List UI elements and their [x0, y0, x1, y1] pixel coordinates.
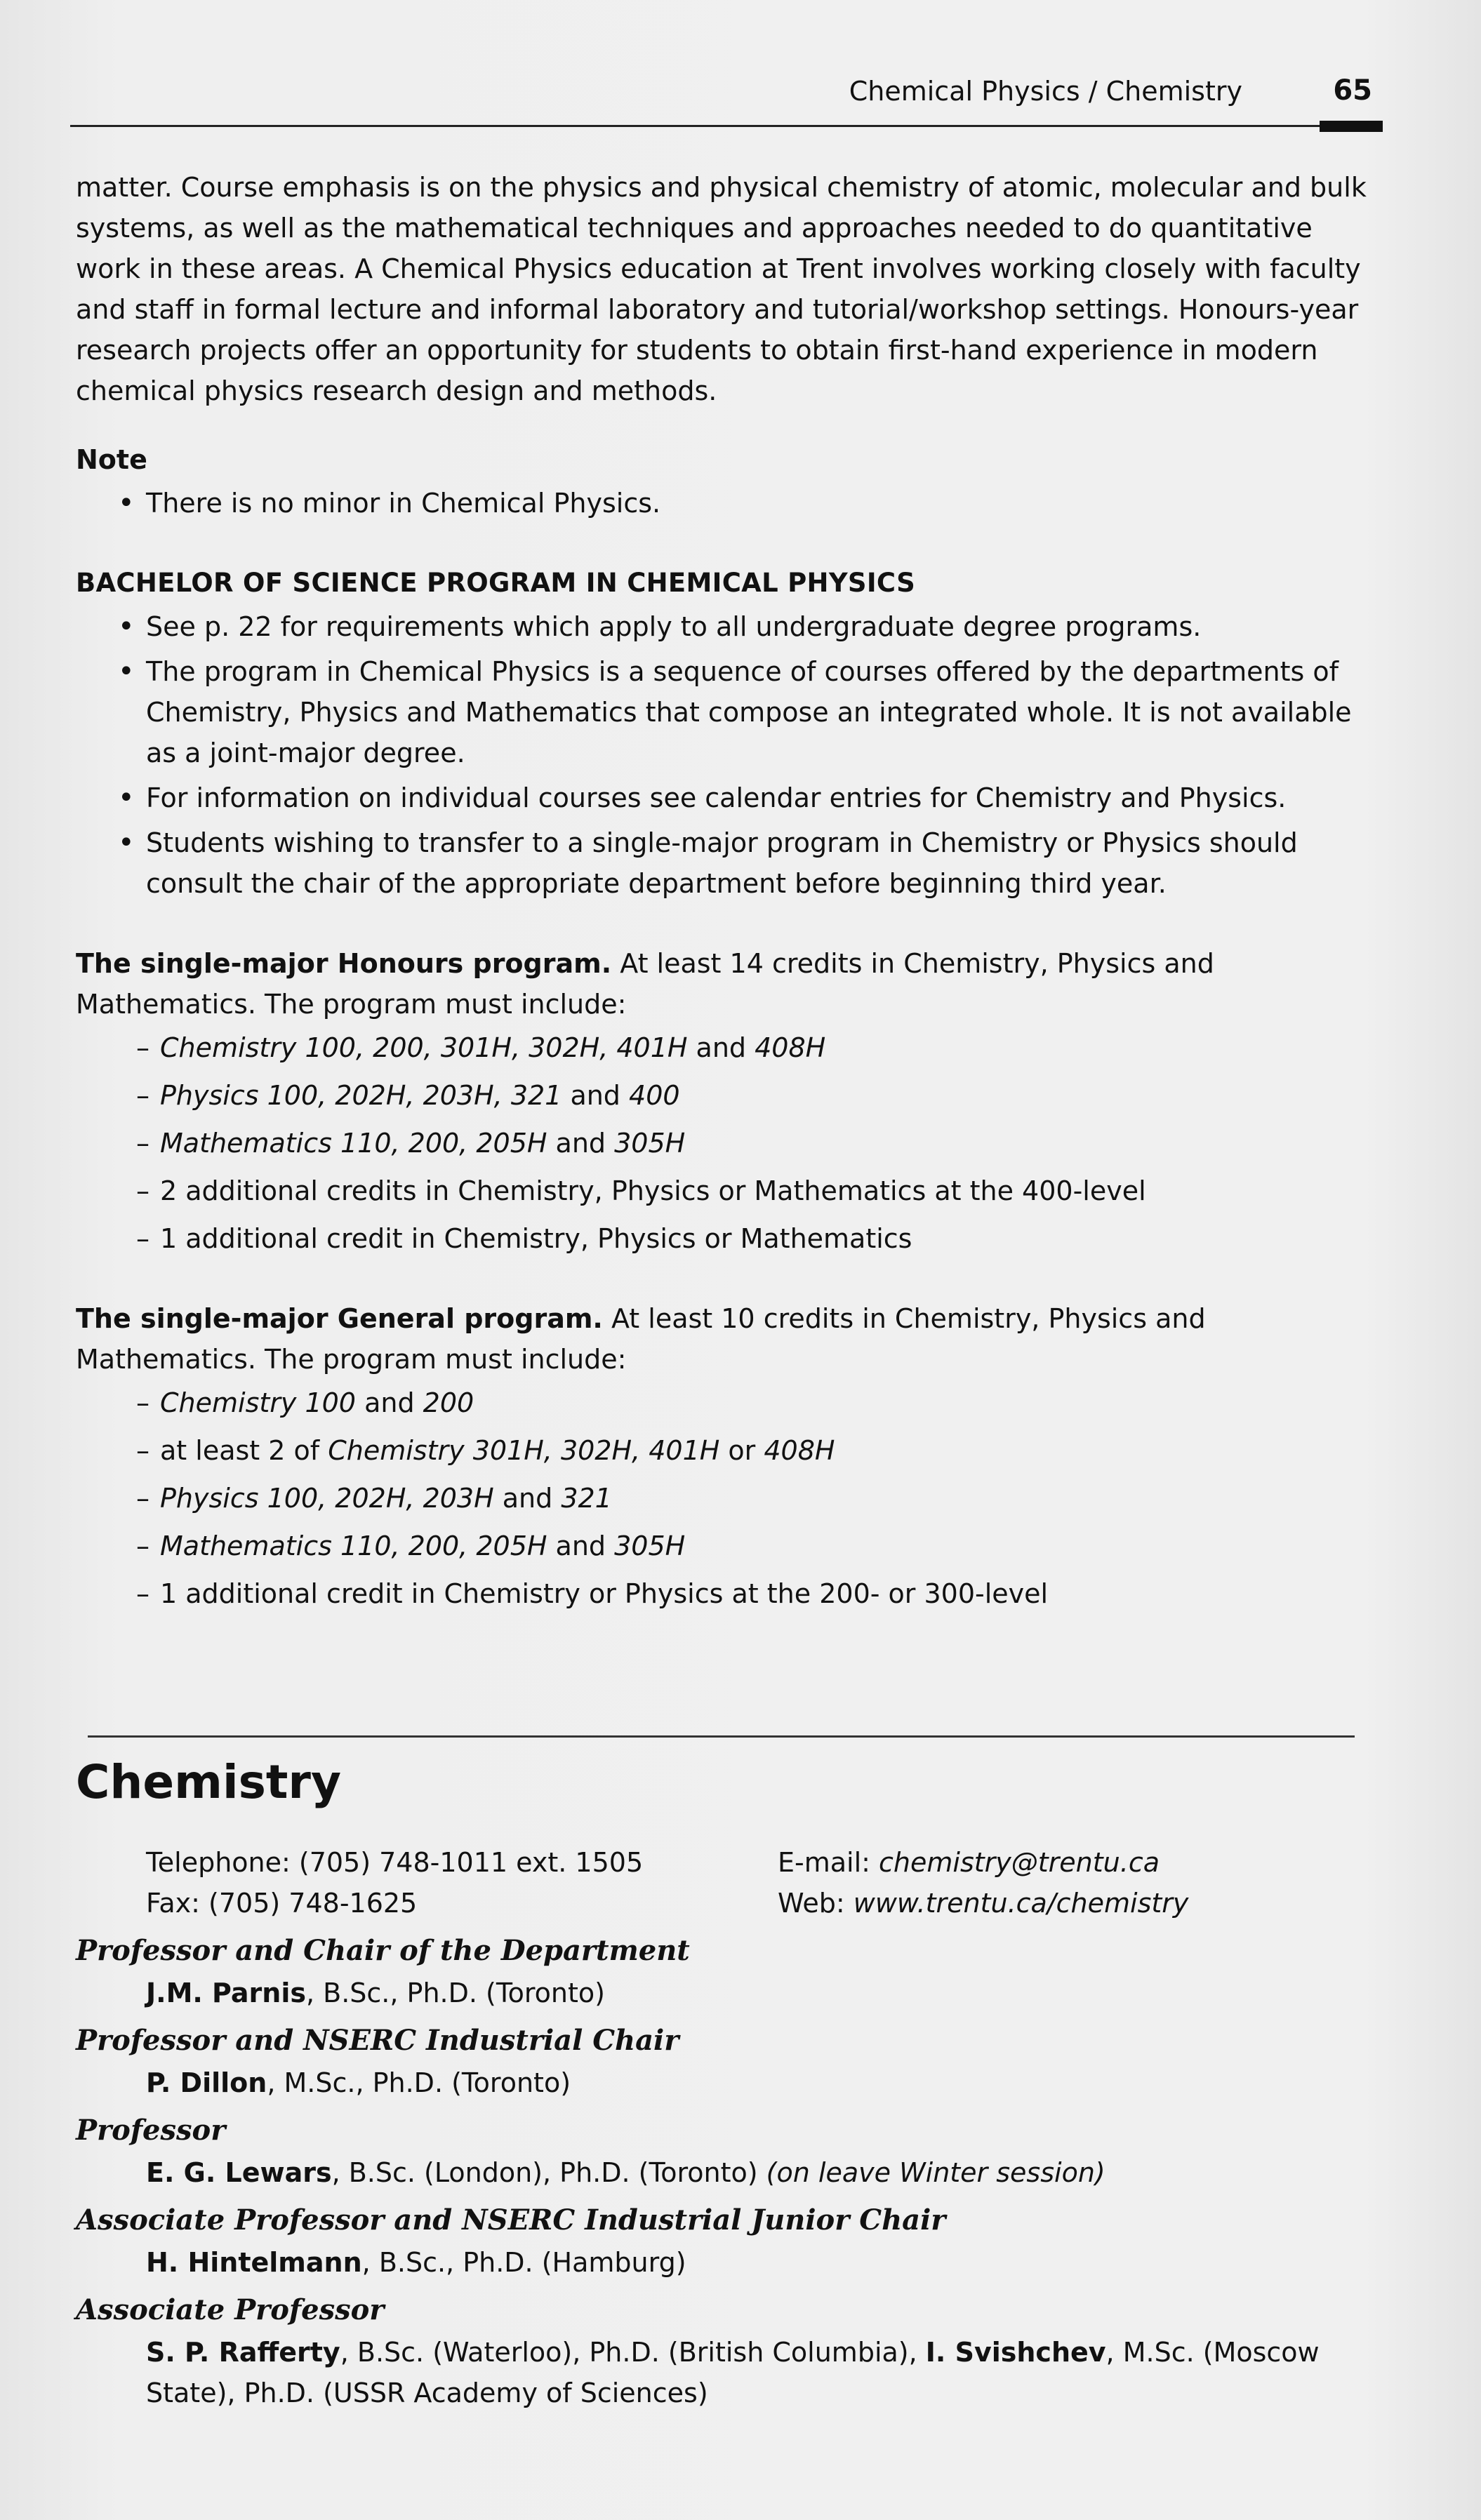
bsc-item: • For information on individual courses see calendar entries for Chemistry and Physics.	[146, 778, 1381, 818]
faculty-credentials: , M.Sc. (Moscow State), Ph.D. (USSR Academy of Sciences)	[146, 2337, 1320, 2408]
general-intro	[76, 1298, 1381, 1380]
bsc-item: • Students wishing to transfer to a single-major program in Chemistry or Physics should consult the chair of the appropriate department before beginning third year.	[146, 822, 1381, 904]
faculty-note: (on leave Winter session)	[766, 2157, 1105, 2188]
requirement-item	[160, 1027, 1381, 1068]
email-line	[778, 1842, 1381, 1883]
faculty-credentials: , B.Sc. (London), Ph.D. (Toronto)	[331, 2157, 766, 2188]
conjunction: and	[493, 1483, 562, 1514]
requirement-item	[160, 1430, 1381, 1471]
faculty-credentials: , B.Sc. (Waterloo), Ph.D. (British Columbia),	[340, 2337, 926, 2368]
faculty-role: Associate Professor and NSERC Industrial Junior Chair	[76, 2204, 946, 2236]
conjunction: or	[719, 1435, 764, 1466]
fax: Fax: (705) 748-1625	[146, 1888, 418, 1919]
requirement-item	[160, 1526, 1381, 1566]
course-list: 321	[561, 1483, 612, 1514]
requirement-item	[160, 1478, 1381, 1519]
department-title: Chemistry	[76, 1755, 341, 1809]
bsc-list	[76, 606, 1381, 904]
general-lead: The single-major General program.	[76, 1303, 603, 1334]
course-list: Physics 100, 202H, 203H, 321	[160, 1080, 562, 1111]
section-divider	[88, 1735, 1355, 1738]
faculty-credentials: , B.Sc., Ph.D. (Toronto)	[305, 1978, 605, 2008]
faculty-credentials: , M.Sc., Ph.D. (Toronto)	[267, 2067, 571, 2098]
header-rule	[70, 125, 1383, 127]
course-list: Mathematics 110, 200, 205H	[160, 1128, 547, 1159]
faculty-member	[76, 2152, 1381, 2193]
web-link[interactable]: www.trentu.ca/chemistry	[853, 1888, 1189, 1919]
general-text: At least 10 credits in Chemistry, Physics and Mathematics. The program must include:	[76, 1303, 1206, 1375]
header-tab-marker	[1320, 121, 1383, 132]
requirement-item: – 1 additional credit in Chemistry, Physics or Mathematics	[160, 1218, 1381, 1259]
bsc-item: • See p. 22 for requirements which apply to all undergraduate degree programs.	[146, 606, 1381, 647]
running-header-title: Chemical Physics / Chemistry	[849, 76, 1242, 107]
course-list: 305H	[614, 1531, 686, 1561]
honours-program	[76, 943, 1381, 1259]
telephone: Telephone: (705) 748-1011 ext. 1505	[146, 1847, 644, 1878]
faculty-role: Professor	[76, 2114, 226, 2147]
contact-block	[76, 1842, 1381, 1924]
web-label: Web:	[778, 1888, 854, 1919]
course-list: 408H	[764, 1435, 835, 1466]
requirement-item	[160, 1075, 1381, 1116]
faculty-name: H. Hintelmann	[146, 2247, 362, 2278]
honours-lead: The single-major Honours program.	[76, 948, 612, 979]
faculty-member	[76, 2062, 1381, 2103]
email-label: E-mail:	[778, 1847, 879, 1878]
course-list: Chemistry 301H, 302H, 401H	[328, 1435, 720, 1466]
faculty-member	[76, 2242, 1381, 2283]
course-list: Chemistry 100, 200, 301H, 302H, 401H	[160, 1032, 688, 1063]
note-list	[76, 483, 1381, 524]
course-list: Mathematics 110, 200, 205H	[160, 1531, 547, 1561]
honours-intro	[76, 943, 1381, 1025]
faculty-name: J.M. Parnis	[146, 1978, 306, 2008]
page-number: 65	[1333, 74, 1372, 107]
course-list: 400	[629, 1080, 680, 1111]
faculty-role: Professor and NSERC Industrial Chair	[76, 2024, 679, 2057]
faculty-name: I. Svishchev	[925, 2337, 1106, 2368]
conjunction: and	[547, 1531, 615, 1561]
conjunction: and	[562, 1080, 630, 1111]
general-requirements	[76, 1382, 1381, 1614]
conjunction: and	[547, 1128, 615, 1159]
faculty-role: Associate Professor	[76, 2293, 385, 2326]
faculty-name: P. Dillon	[146, 2067, 267, 2098]
web-line	[778, 1883, 1381, 1924]
requirement-item	[160, 1123, 1381, 1164]
bsc-heading: BACHELOR OF SCIENCE PROGRAM IN CHEMICAL PHYSICS	[76, 568, 916, 598]
requirement-prefix: at least 2 of	[160, 1435, 328, 1466]
course-list: 408H	[755, 1032, 826, 1063]
requirement-item	[160, 1382, 1381, 1423]
contact-online-column	[778, 1842, 1381, 1924]
faculty-member	[76, 2332, 1381, 2413]
conjunction: and	[356, 1387, 423, 1418]
faculty-credentials: , B.Sc., Ph.D. (Hamburg)	[361, 2247, 686, 2278]
email-link[interactable]: chemistry@trentu.ca	[879, 1847, 1160, 1878]
course-list: Chemistry 100	[160, 1387, 356, 1418]
contact-phone-column	[146, 1842, 778, 1924]
honours-requirements	[76, 1027, 1381, 1259]
honours-text: At least 14 credits in Chemistry, Physics and Mathematics. The program must include:	[76, 948, 1214, 1020]
requirement-item: – 2 additional credits in Chemistry, Physics or Mathematics at the 400-level	[160, 1171, 1381, 1211]
course-list: Physics 100, 202H, 203H	[160, 1483, 494, 1514]
faculty-name: S. P. Rafferty	[146, 2337, 340, 2368]
chemical-physics-section	[76, 167, 1381, 1621]
requirement-item: – 1 additional credit in Chemistry or Physics at the 200- or 300-level	[160, 1573, 1381, 1614]
bsc-item: • The program in Chemical Physics is a sequence of courses offered by the departments of Chemistry, Physics and Mathematics that compose an integrated whole. It is not available as a joint-major degree.	[146, 651, 1381, 773]
course-list: 305H	[614, 1128, 686, 1159]
note-item: • There is no minor in Chemical Physics.	[146, 483, 1381, 524]
faculty-role: Professor and Chair of the Department	[76, 1934, 690, 1967]
intro-paragraph: matter. Course emphasis is on the physics and physical chemistry of atomic, molecular and bulk systems, as well as the mathematical techniques and approaches needed to do quantitative work in these areas. A Chemical Physics education at Trent involves working closely with faculty and staff in formal lecture and informal laboratory and tutorial/workshop settings. Honours-year research projects offer an opportunity for students to obtain first-hand experience in modern chemical physics research design and methods.	[76, 172, 1367, 406]
conjunction: and	[687, 1032, 755, 1063]
course-list: 200	[423, 1387, 474, 1418]
faculty-member	[76, 1973, 1381, 2013]
chemistry-department-section	[76, 1751, 1381, 2413]
note-label: Note	[76, 444, 147, 475]
general-program	[76, 1298, 1381, 1614]
faculty-name: E. G. Lewars	[146, 2157, 332, 2188]
